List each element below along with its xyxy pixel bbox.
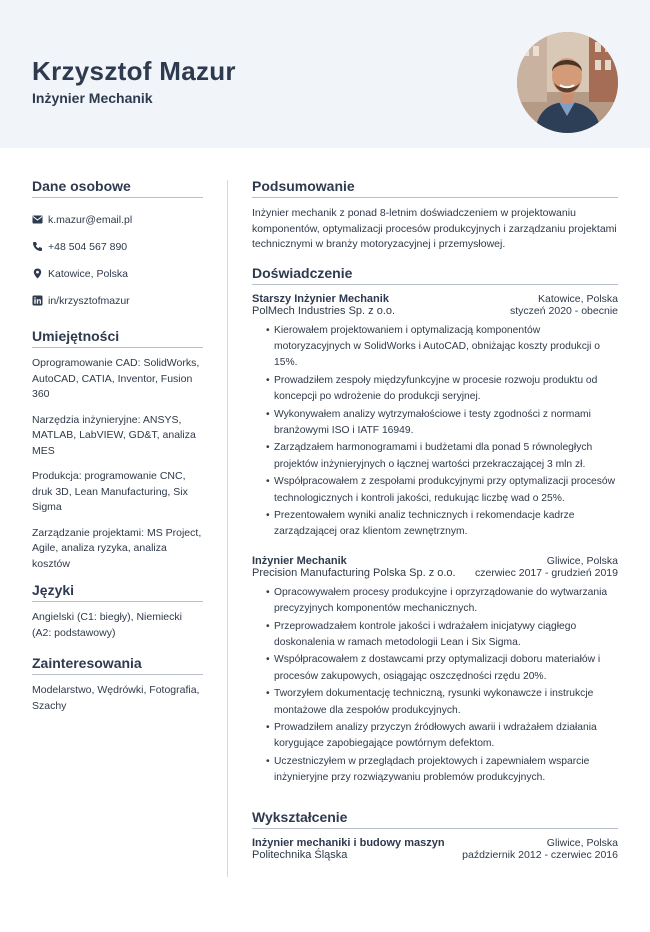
job-company: PolMech Industries Sp. z o.o. xyxy=(252,304,396,317)
email-icon xyxy=(32,214,43,225)
contact-linkedin[interactable] xyxy=(32,287,203,314)
job-bullets xyxy=(252,323,618,541)
education-location: Gliwice, Polska xyxy=(546,836,618,849)
education-school-row xyxy=(252,849,618,861)
location-pin-icon xyxy=(32,268,43,279)
job-bullet: • Współpracowałem z dostawcami przy optymalizacji doboru materiałów i procesów zakupowych, osiągając oszczędności rzędu 20%. xyxy=(266,652,618,685)
contact-location xyxy=(32,260,203,287)
job-bullet: • Zarządzałem harmonogramami i budżetami dla ponad 5 równoległych projektów inżynieryjnych o łącznej wartości przekraczającej 3 mln zł. xyxy=(266,440,618,473)
job-location: Katowice, Polska xyxy=(538,292,618,305)
candidate-title: Inżynier Mechanik xyxy=(32,90,153,106)
contact-location-text: Katowice, Polska xyxy=(48,267,128,280)
header-banner xyxy=(0,0,650,148)
skill-item: Zarządzanie projektami: MS Project, Agile, analiza ryzyka, analiza kosztów xyxy=(32,526,202,570)
job-bullet: • Kierowałem projektowaniem i optymalizacją komponentów motoryzacyjnych w SolidWorks i AutoCAD, obniżając koszty produkcji o 15%. xyxy=(266,323,618,372)
job-location: Gliwice, Polska xyxy=(546,554,618,567)
job-company-row xyxy=(252,567,618,579)
job-header-row xyxy=(252,293,618,305)
job-bullets xyxy=(252,585,618,787)
job-company-row xyxy=(252,305,618,317)
education-header-row xyxy=(252,837,618,849)
job-bullet: • Prezentowałem wyniki analiz technicznych i rekomendacje kadrze zarządzającej oraz klientom zewnętrznym. xyxy=(266,508,618,541)
contact-email-text: k.mazur@email.pl xyxy=(48,213,133,226)
job-bullet: • Przeprowadzałem kontrole jakości i wdrażałem inicjatywy ciągłego doskonalenia w ramach metodologii Lean i Six Sigma. xyxy=(266,619,618,652)
skills-list xyxy=(32,356,203,572)
interests-heading: Zainteresowania xyxy=(32,655,203,675)
job-dates: styczeń 2020 - obecnie xyxy=(510,304,618,317)
summary-heading: Podsumowanie xyxy=(252,178,618,198)
skill-item: Oprogramowanie CAD: SolidWorks, AutoCAD, CATIA, Inventor, Fusion 360 xyxy=(32,357,200,400)
job-company: Precision Manufacturing Polska Sp. z o.o. xyxy=(252,566,456,579)
skills-heading: Umiejętności xyxy=(32,328,203,348)
job-bullet: • Prowadziłem analizy przyczyn źródłowych awarii i wdrażałem działania korygujące zapobiegające powtórnym defektom. xyxy=(266,720,618,753)
candidate-name: Krzysztof Mazur xyxy=(32,56,236,86)
job-bullet: • Prowadziłem zespoły międzyfunkcyjne w procesie rozwoju produktu od koncepcji po wdrożenie do produkcji seryjnej. xyxy=(266,373,618,406)
job-bullet: • Uczestniczyłem w przeglądach projektowych i zapewniałem wsparcie inżynieryjne przy rozwiązywaniu problemów produkcyjnych. xyxy=(266,754,618,787)
experience-heading: Doświadczenie xyxy=(252,265,618,285)
contact-linkedin-text: in/krzysztofmazur xyxy=(48,294,130,307)
right-column xyxy=(252,178,618,875)
contact-phone[interactable] xyxy=(32,233,203,260)
skill-item: Produkcja: programowanie CNC, druk 3D, Lean Manufacturing, Six Sigma xyxy=(32,470,188,513)
column-divider xyxy=(227,180,228,877)
job-header-row xyxy=(252,555,618,567)
job-entry xyxy=(252,555,618,787)
phone-icon xyxy=(32,241,43,252)
education-degree: Inżynier mechaniki i budowy maszyn xyxy=(252,836,445,849)
languages-heading: Języki xyxy=(32,582,203,602)
left-column xyxy=(32,178,203,728)
job-bullet: • Opracowywałem procesy produkcyjne i oprzyrządowanie do wytwarzania precyzyjnych komponentów mechanicznych. xyxy=(266,585,618,618)
education-dates: październik 2012 - czerwiec 2016 xyxy=(462,848,618,861)
summary-text: Inżynier mechanik z ponad 8-letnim doświadczeniem w projektowaniu komponentów, optymalizacji procesów produkcyjnych i zarządzaniu projektami technicznymi w branży motoryzacyjnej i przemysłowej. xyxy=(252,207,617,250)
education-heading: Wykształcenie xyxy=(252,809,618,829)
profile-photo xyxy=(517,32,618,133)
job-title: Inżynier Mechanik xyxy=(252,554,347,567)
job-bullet: • Wykonywałem analizy wytrzymałościowe i testy zgodności z normami branżowymi ISO i IATF 16949. xyxy=(266,407,618,440)
job-dates: czerwiec 2017 - grudzień 2019 xyxy=(474,566,618,579)
job-bullet: • Współpracowałem z zespołami produkcyjnymi przy optymalizacji procesów technologicznych i kontroli jakości, redukując liczbę wad o 25%. xyxy=(266,474,618,507)
education-entry xyxy=(252,837,618,861)
skill-item: Narzędzia inżynieryjne: ANSYS, MATLAB, LabVIEW, GD&T, analiza MES xyxy=(32,413,196,457)
job-entry xyxy=(252,293,618,541)
contact-list xyxy=(32,206,203,314)
linkedin-icon xyxy=(32,295,43,306)
personal-heading: Dane osobowe xyxy=(32,178,203,198)
job-title: Starszy Inżynier Mechanik xyxy=(252,292,389,305)
contact-email[interactable] xyxy=(32,206,203,233)
job-bullet: • Tworzyłem dokumentację techniczną, rysunki wykonawcze i instrukcje montażowe dla zespołów produkcyjnych. xyxy=(266,686,618,719)
languages-text: Angielski (C1: biegły), Niemiecki (A2: podstawowy) xyxy=(32,611,182,639)
contact-phone-text: +48 504 567 890 xyxy=(48,240,128,253)
interests-text: Modelarstwo, Wędrówki, Fotografia, Szachy xyxy=(32,684,200,712)
education-school: Politechnika Śląska xyxy=(252,848,348,861)
